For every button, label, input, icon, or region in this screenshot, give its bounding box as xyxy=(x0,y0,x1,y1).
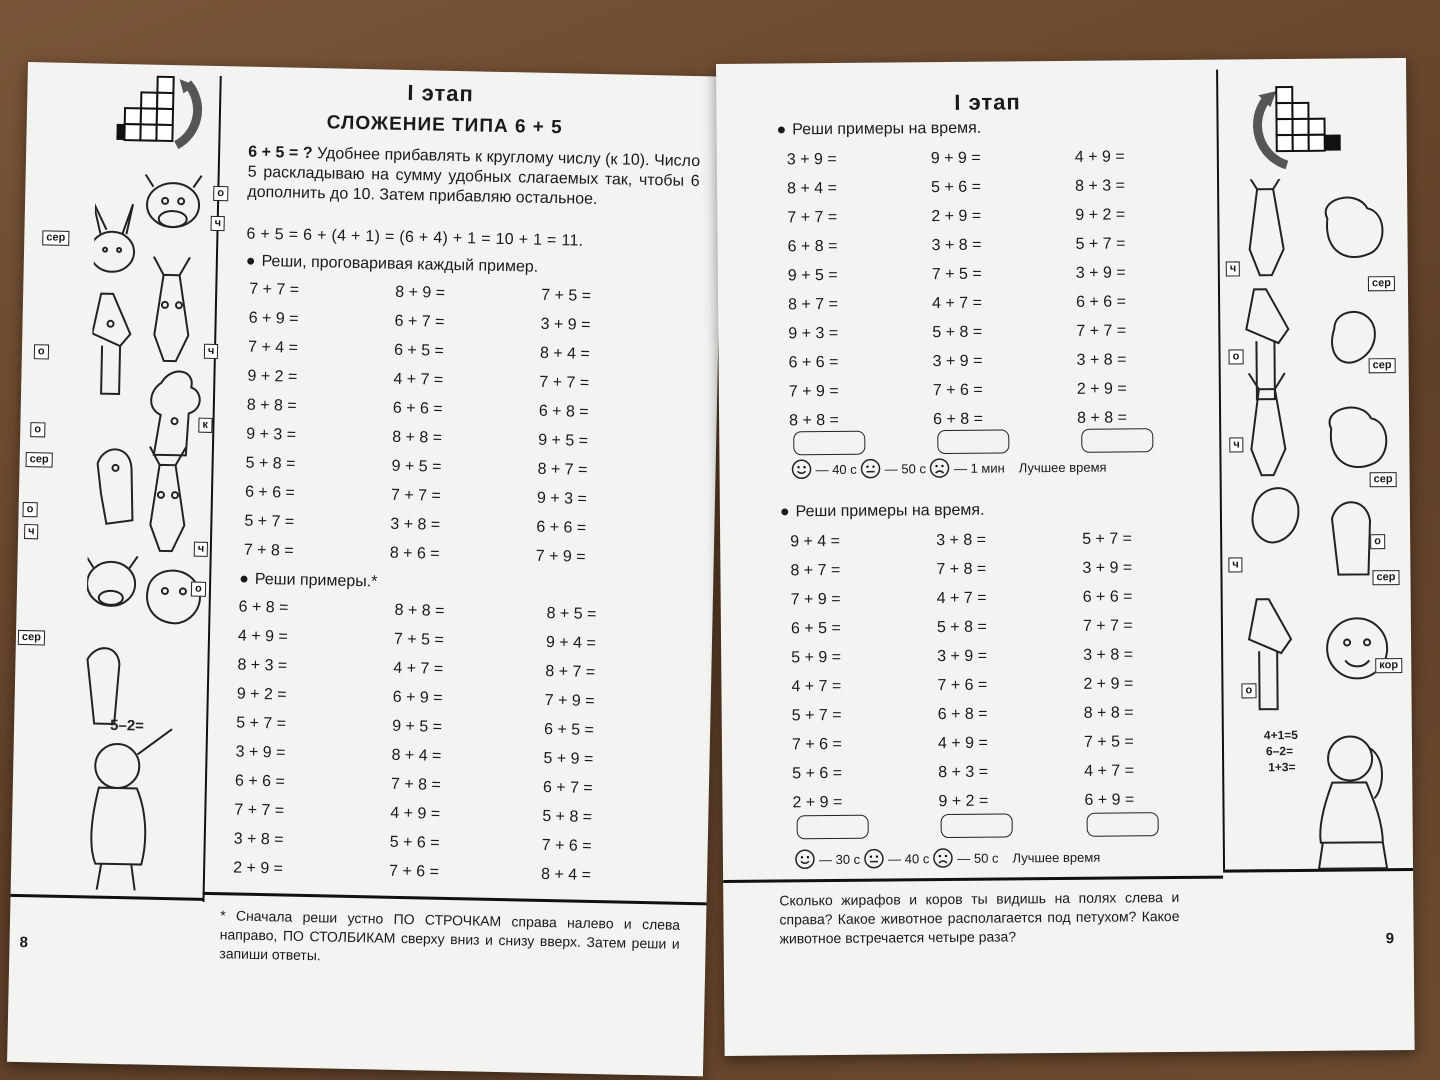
exercise-grid xyxy=(244,275,688,574)
timer-bad: — 1 мин xyxy=(953,459,1005,476)
animal-tag: сер xyxy=(1368,276,1395,291)
exercise-item: 6 + 7 = xyxy=(542,778,593,797)
exercise-item: 8 + 8 = xyxy=(392,428,443,447)
exercise-item: 6 + 8 = xyxy=(787,237,838,256)
animal-tag: о xyxy=(1241,683,1256,698)
exercise-item: 6 + 8 = xyxy=(933,410,984,429)
exercise-item: 8 + 7 = xyxy=(790,561,841,580)
exercise-item: 5 + 8 = xyxy=(245,454,296,473)
exercise-item: 4 + 7 = xyxy=(932,294,982,313)
sad-face-icon xyxy=(933,848,953,868)
animal-tag: о xyxy=(213,186,228,201)
animals-margin-illustration xyxy=(1237,178,1402,739)
timer-mid: — 50 с xyxy=(884,460,926,477)
page-number: 8 xyxy=(19,934,29,952)
exercise-item: 3 + 8 = xyxy=(1076,351,1127,369)
animal-tag: ч xyxy=(1226,261,1241,276)
exercise-item: 4 + 7 = xyxy=(791,677,842,696)
exercise-item: 8 + 8 = xyxy=(1083,704,1134,722)
exercise-item: 3 + 8 = xyxy=(233,830,284,849)
footnote: * Сначала реши устно ПО СТРОЧКАМ справа налево и слева направо, ПО СТОЛБИКАМ сверху вниз и снизу вверх. Затем реши и запиши ответы. xyxy=(219,907,681,964)
exercise-item: 9 + 5 = xyxy=(538,431,589,450)
exercise-item: 7 + 4 = xyxy=(247,338,299,357)
exercise-item: 8 + 8 = xyxy=(246,396,297,415)
exercise-grid xyxy=(233,593,693,892)
exercise-item: 7 + 9 = xyxy=(535,547,586,566)
animal-tag: сер xyxy=(18,630,45,646)
answer-time-box[interactable] xyxy=(793,431,865,456)
exercise-item: 8 + 7 = xyxy=(545,662,596,682)
exercise-item: 7 + 6 = xyxy=(791,735,842,754)
animal-tag: сер xyxy=(1369,358,1396,373)
board-line: 1+3= xyxy=(1268,759,1296,775)
best-time-label: Лучшее время xyxy=(1018,459,1107,475)
exercise-item: 4 + 9 = xyxy=(1074,148,1125,166)
exercise-item: 6 + 9 = xyxy=(392,688,443,707)
intro-paragraph xyxy=(247,143,700,212)
exercise-item: 5 + 6 = xyxy=(931,178,981,197)
timer-legend xyxy=(795,847,1101,870)
exercise-item: 7 + 7 = xyxy=(539,373,590,392)
exercise-item: 7 + 9 = xyxy=(788,382,839,401)
task-heading: ● Реши примеры.* xyxy=(239,570,378,591)
exercise-item: 8 + 4 = xyxy=(540,865,592,884)
animal-tag: ч xyxy=(194,542,209,557)
exercise-item: 7 + 6 = xyxy=(541,836,592,855)
exercise-item: 8 + 8 = xyxy=(1077,409,1128,427)
exercise-item: 9 + 5 = xyxy=(391,717,443,736)
exercise-item: 3 + 9 = xyxy=(540,315,591,334)
exercise-item: 6 + 6 = xyxy=(1076,293,1126,311)
exercise-item: 7 + 7 = xyxy=(249,280,300,299)
exercise-item: 5 + 7 = xyxy=(236,714,287,733)
exercise-item: 9 + 3 = xyxy=(788,324,839,343)
exercise-item: 4 + 7 = xyxy=(393,370,444,389)
animal-tag: о xyxy=(30,422,45,437)
exercise-item: 6 + 5 = xyxy=(543,720,595,739)
exercise-item: 6 + 6 = xyxy=(788,353,839,372)
exercise-item: 2 + 9 = xyxy=(232,859,284,878)
exercise-item: 9 + 9 = xyxy=(930,149,981,168)
exercise-item: 4 + 9 = xyxy=(237,627,289,646)
intro-text: Удобнее прибавлять к круглому числу (к 10). Число 5 раскладываю на сумму удобных слагаемых так, чтобы 6 дополнить до 10. Затем прибавляю остальное. xyxy=(247,144,701,208)
exercise-item: 3 + 9 = xyxy=(1082,559,1133,577)
stage-logo-icon xyxy=(1246,78,1357,169)
neutral-face-icon xyxy=(861,459,881,479)
exercise-item: 6 + 9 = xyxy=(1084,791,1135,809)
exercise-item: 7 + 7 = xyxy=(234,801,285,820)
board-line: 4+1=5 xyxy=(1263,727,1298,743)
answer-time-box[interactable] xyxy=(797,815,869,840)
exercise-item: 2 + 9 = xyxy=(1083,675,1134,693)
animal-tag: ч xyxy=(1228,557,1243,572)
intro-formula: 6 + 5 = 6 + (4 + 1) = (6 + 4) + 1 = 10 + 1 = 11. xyxy=(246,225,584,250)
girl-with-board-illustration xyxy=(1262,718,1403,879)
exercise-item: 2 + 9 = xyxy=(792,793,843,812)
exercise-item: 3 + 9 = xyxy=(937,647,988,666)
exercise-item: 7 + 8 = xyxy=(390,775,441,794)
board-line: 6–2= xyxy=(1265,743,1294,759)
exercise-item: 7 + 6 = xyxy=(932,381,983,400)
exercise-item: 8 + 3 = xyxy=(938,763,989,782)
exercise-item: 8 + 3 = xyxy=(1075,177,1125,195)
exercise-item: 4 + 9 = xyxy=(937,734,988,753)
animal-tag: о xyxy=(22,502,37,517)
exercise-item: 5 + 9 = xyxy=(791,648,842,667)
exercise-item: 7 + 5 = xyxy=(393,630,444,649)
animal-tag: о xyxy=(191,582,206,597)
exercise-item: 9 + 2 = xyxy=(1075,206,1126,224)
exercise-item: 4 + 9 = xyxy=(390,804,441,823)
exercise-item: 6 + 7 = xyxy=(394,312,445,331)
animal-tag: сер xyxy=(1372,570,1399,585)
bottom-border xyxy=(203,892,707,906)
answer-time-box[interactable] xyxy=(941,813,1013,838)
exercise-item: 3 + 9 = xyxy=(932,352,983,371)
exercise-item: 9 + 3 = xyxy=(536,489,587,508)
bottom-border xyxy=(723,876,1223,883)
exercise-item: 6 + 8 = xyxy=(238,598,289,617)
exercise-item: 5 + 7 = xyxy=(1075,235,1126,253)
exercise-item: 5 + 7 = xyxy=(244,512,295,531)
animals-margin-illustration xyxy=(84,163,216,745)
exercise-item: 9 + 2 = xyxy=(236,685,287,704)
timer-mid: — 40 с xyxy=(888,850,930,867)
task-heading: ● Реши примеры на время. xyxy=(776,119,982,139)
exercise-item: 5 + 6 = xyxy=(792,764,843,783)
exercise-item: 8 + 3 = xyxy=(237,656,288,675)
exercise-item: 7 + 8 = xyxy=(243,541,294,560)
exercise-item: 8 + 7 = xyxy=(537,460,588,479)
exercise-item: 6 + 5 = xyxy=(790,619,841,638)
intro-bold: 6 + 5 = ? xyxy=(247,143,313,162)
animal-tag: сер xyxy=(1370,472,1397,487)
timer-good: — 40 с xyxy=(815,461,857,477)
left-page xyxy=(7,62,724,1076)
timer-good: — 30 с xyxy=(818,851,861,867)
exercise-item: 8 + 6 = xyxy=(389,544,440,563)
exercise-grid xyxy=(787,142,1222,436)
exercise-item: 6 + 5 = xyxy=(393,341,445,360)
exercise-item: 8 + 4 = xyxy=(391,746,442,765)
answer-time-box[interactable] xyxy=(1081,428,1153,453)
stage-logo-icon xyxy=(116,72,228,154)
exercise-item: 5 + 7 = xyxy=(791,706,842,725)
question-paragraph: Сколько жирафов и коров ты видишь на полях слева и справа? Какое животное располагается под петухом? Какое животное встречается четыре раза? xyxy=(779,888,1180,947)
exercise-item: 4 + 7 = xyxy=(393,659,444,678)
exercise-item: 5 + 7 = xyxy=(1082,530,1133,548)
exercise-item: 8 + 4 = xyxy=(539,344,591,363)
exercise-item: 7 + 7 = xyxy=(1082,617,1133,635)
exercise-item: 9 + 5 = xyxy=(787,266,838,285)
best-time-label: Лучшее время xyxy=(1012,849,1101,865)
animal-tag: ч xyxy=(1229,437,1244,452)
sad-face-icon xyxy=(930,458,950,478)
exercise-item: 7 + 6 = xyxy=(388,862,440,881)
exercise-item: 9 + 2 = xyxy=(247,367,298,386)
happy-face-icon xyxy=(795,849,815,869)
exercise-item: 5 + 8 = xyxy=(936,618,987,637)
exercise-item: 7 + 9 = xyxy=(790,590,841,609)
animal-tag: кор xyxy=(1375,658,1402,673)
exercise-item: 3 + 8 = xyxy=(931,236,982,255)
exercise-item: 8 + 8 = xyxy=(394,601,445,620)
animal-tag: ч xyxy=(211,216,226,231)
exercise-item: 7 + 8 = xyxy=(936,560,987,579)
exercise-item: 3 + 8 = xyxy=(936,531,987,550)
task-heading: ● Реши, проговаривая каждый пример. xyxy=(245,252,539,276)
exercise-grid xyxy=(790,524,1231,818)
timer-legend xyxy=(791,457,1106,480)
exercise-item: 6 + 6 = xyxy=(392,399,443,418)
animal-tag: о xyxy=(1370,534,1385,549)
answer-time-box[interactable] xyxy=(1087,812,1159,837)
exercise-item: 7 + 6 = xyxy=(937,676,988,695)
exercise-item: 7 + 7 = xyxy=(1076,322,1127,340)
exercise-item: 4 + 7 = xyxy=(1084,762,1135,780)
exercise-item: 5 + 8 = xyxy=(542,807,593,826)
exercise-item: 3 + 9 = xyxy=(235,743,286,762)
exercise-item: 8 + 9 = xyxy=(395,283,446,302)
exercise-item: 5 + 6 = xyxy=(389,833,440,852)
neutral-face-icon xyxy=(864,849,884,869)
right-page xyxy=(716,58,1415,1056)
animal-tag: ч xyxy=(204,344,219,359)
exercise-item: 9 + 4 = xyxy=(790,532,841,551)
exercise-item: 3 + 8 = xyxy=(390,515,441,534)
stage-heading: I этап xyxy=(954,89,1021,115)
exercise-item: 2 + 9 = xyxy=(931,207,982,226)
exercise-item: 6 + 6 = xyxy=(1082,588,1133,606)
exercise-item: 7 + 7 = xyxy=(787,208,838,227)
exercise-item: 2 + 9 = xyxy=(1076,380,1127,398)
answer-time-box[interactable] xyxy=(937,429,1009,454)
exercise-item: 7 + 5 = xyxy=(541,286,592,305)
happy-face-icon xyxy=(791,459,811,479)
exercise-item: 4 + 7 = xyxy=(936,589,987,608)
board-text: 5–2= xyxy=(109,716,145,735)
exercise-item: 7 + 7 = xyxy=(390,486,442,505)
animal-tag: о xyxy=(1229,349,1244,364)
task-heading: ● Реши примеры на время. xyxy=(779,501,985,521)
exercise-item: 6 + 8 = xyxy=(937,705,988,724)
exercise-item: 3 + 8 = xyxy=(1083,646,1134,664)
exercise-item: 6 + 6 = xyxy=(536,518,587,537)
exercise-item: 9 + 5 = xyxy=(391,457,442,476)
animal-tag: к xyxy=(198,418,212,433)
exercise-item: 9 + 2 = xyxy=(938,792,989,811)
animal-tag: ч xyxy=(24,524,39,539)
exercise-item: 5 + 8 = xyxy=(932,323,983,342)
animal-tag: сер xyxy=(42,230,69,246)
animal-tag: о xyxy=(34,344,49,359)
exercise-item: 8 + 4 = xyxy=(787,179,837,198)
exercise-item: 9 + 4 = xyxy=(545,633,596,653)
exercise-item: 6 + 6 = xyxy=(244,483,296,502)
exercise-item: 7 + 5 = xyxy=(931,265,982,284)
exercise-item: 8 + 5 = xyxy=(546,604,597,624)
exercise-item: 3 + 9 = xyxy=(786,150,837,169)
animal-tag: сер xyxy=(26,452,53,468)
lesson-title: СЛОЖЕНИЕ ТИПА 6 + 5 xyxy=(326,112,563,139)
boy-at-board-illustration xyxy=(51,713,205,896)
exercise-item: 6 + 8 = xyxy=(538,402,589,421)
timer-bad: — 50 с xyxy=(957,850,999,866)
exercise-item: 7 + 9 = xyxy=(544,691,595,711)
exercise-item: 9 + 3 = xyxy=(246,425,297,444)
exercise-item: 6 + 9 = xyxy=(248,309,299,328)
stage-heading: I этап xyxy=(407,79,475,107)
exercise-item: 8 + 7 = xyxy=(788,295,839,314)
exercise-item: 5 + 9 = xyxy=(543,749,594,768)
exercise-item: 7 + 5 = xyxy=(1083,733,1134,751)
exercise-item: 6 + 6 = xyxy=(234,772,285,791)
page-number: 9 xyxy=(1385,930,1395,948)
exercise-item: 3 + 9 = xyxy=(1075,264,1126,282)
exercise-item: 8 + 8 = xyxy=(789,411,840,430)
